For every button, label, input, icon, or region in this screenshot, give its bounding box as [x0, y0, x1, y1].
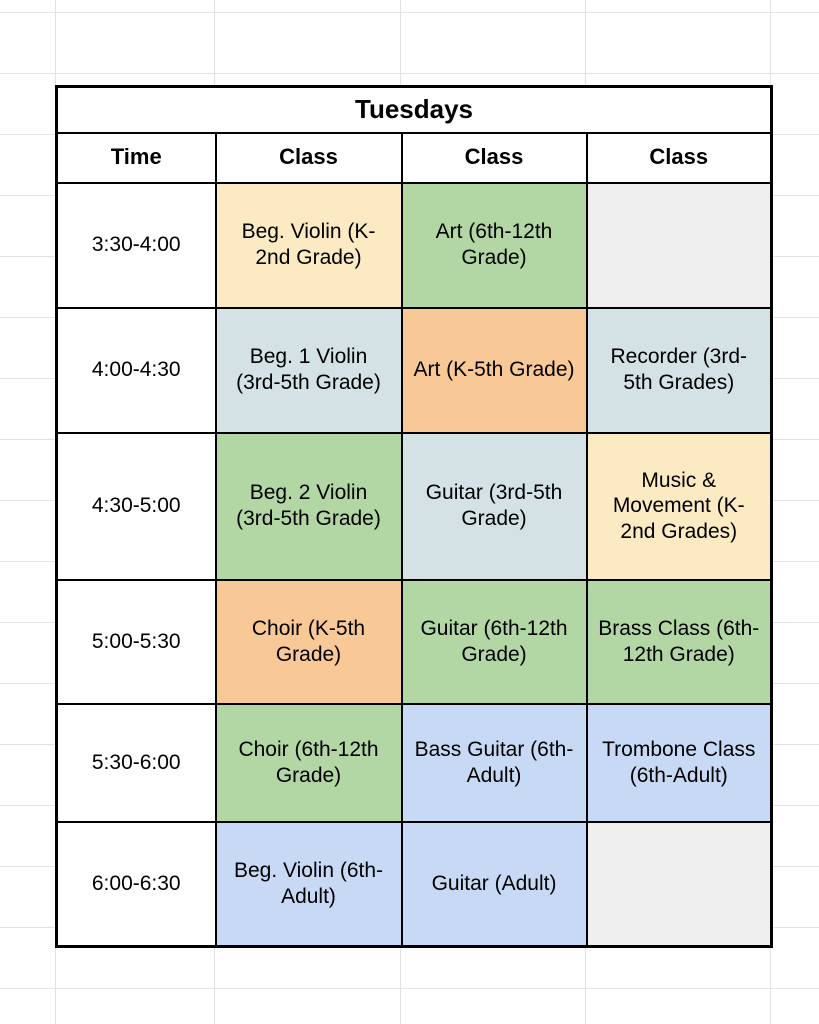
class-cell: Guitar (6th-12th Grade): [402, 580, 587, 704]
col-header-class: Class: [587, 133, 772, 183]
table-row: [57, 704, 772, 822]
time-cell: 4:00-4:30: [57, 308, 216, 433]
table-row: [57, 580, 772, 704]
col-header-class: Class: [216, 133, 402, 183]
table-row: [57, 822, 772, 947]
col-header-time: Time: [57, 133, 216, 183]
table-row: [57, 433, 772, 580]
class-cell: Music & Movement (K-2nd Grades): [587, 433, 772, 580]
class-cell: Recorder (3rd-5th Grades): [587, 308, 772, 433]
class-cell: Beg. Violin (K-2nd Grade): [216, 183, 402, 308]
time-cell: 5:00-5:30: [57, 580, 216, 704]
class-cell: Beg. 1 Violin (3rd-5th Grade): [216, 308, 402, 433]
class-cell: Art (6th-12th Grade): [402, 183, 587, 308]
class-cell: Brass Class (6th-12th Grade): [587, 580, 772, 704]
class-cell: Trombone Class (6th-Adult): [587, 704, 772, 822]
col-header-class: Class: [402, 133, 587, 183]
class-cell: Bass Guitar (6th-Adult): [402, 704, 587, 822]
spreadsheet-gridline: [0, 73, 819, 74]
table-title: Tuesdays: [57, 87, 772, 133]
class-cell: [587, 183, 772, 308]
spreadsheet-gridline: [0, 12, 819, 13]
class-cell: Beg. 2 Violin (3rd-5th Grade): [216, 433, 402, 580]
class-cell: Art (K-5th Grade): [402, 308, 587, 433]
class-cell: Choir (K-5th Grade): [216, 580, 402, 704]
time-cell: 6:00-6:30: [57, 822, 216, 947]
spreadsheet-gridline: [0, 988, 819, 989]
class-cell: Guitar (3rd-5th Grade): [402, 433, 587, 580]
table-row: [57, 183, 772, 308]
time-cell: 5:30-6:00: [57, 704, 216, 822]
time-cell: 4:30-5:00: [57, 433, 216, 580]
class-cell: Choir (6th-12th Grade): [216, 704, 402, 822]
time-cell: 3:30-4:00: [57, 183, 216, 308]
table-row: [57, 308, 772, 433]
schedule-table: [55, 85, 773, 948]
class-cell: Guitar (Adult): [402, 822, 587, 947]
class-cell: [587, 822, 772, 947]
class-cell: Beg. Violin (6th-Adult): [216, 822, 402, 947]
